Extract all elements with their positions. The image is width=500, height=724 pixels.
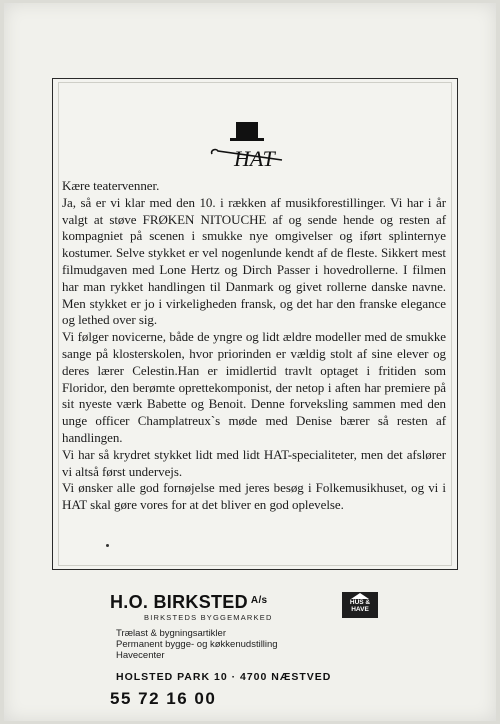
company-services (116, 628, 410, 661)
badge-top-text: HUS & (349, 599, 371, 606)
letter-paragraph: Vi har så krydret stykket lidt med lidt HAT-specialiteter, men det afslører vi altså først undervejs. (62, 446, 446, 479)
letter-paragraph: Vi ønsker alle god fornøjelse med jeres besøg i Folkemusikhuset, og vi i HAT skal gøre vores for at det bliver en god oplevelse. (62, 480, 446, 513)
hat-logo-icon (208, 120, 286, 170)
letter-paragraph: Ja, så er vi klar med den 10. i rækken af musikforestillinger. Vi har i år valgt at støve FRØKEN NITOUCHE af og sende hende og resten af kompagniet på scenen i smukke nye omgivelser og iført splinternye kostumer. Selve stykket er vel nogenlunde kendt af de fleste. Sikkert mest filmudgaven med Lone Hertz og Dirch Passer i hovedrollerne. I filmen har man rykket handlingen til Danmark og givet rollerne danske navne. Men stykket er jo i virkeligheden fransk, og det har den franske elegance og lethed over sig. (62, 194, 446, 328)
company-suffix: A/s (250, 595, 268, 606)
service-line: Havecenter (116, 650, 165, 661)
service-line: Trælast & bygningsartikler (116, 628, 226, 639)
company-subtitle: BIRKSTEDS BYGGEMARKED (144, 613, 273, 622)
letter-paragraph: Vi følger novicerne, både de yngre og lidt ældre modeller med de smukke sange på klosterskolen, hvor priorinden er vældig stolt af sine elever og deres lærer Celestin.Han er imidlertid travlt optaget i fritiden som Floridor, den berømte oprettekomponist, der netop i aften har premiere på sit nyeste værk Babette og Benoit. Denne forveksling sammen med den unge officer Champlatreux`s møde med Denise bærer så resten af handlingen. (62, 329, 446, 445)
company-name: H.O. BIRKSTED $^{A/s}$ (110, 592, 268, 612)
ink-dot (106, 544, 109, 547)
hat-logo-text: HAT (234, 146, 275, 170)
letter-body (62, 178, 446, 514)
sponsor-advertisement (110, 592, 410, 709)
company-phone: 55 72 16 00 (110, 689, 217, 708)
service-line: Permanent bygge- og køkkenudstilling (116, 639, 278, 650)
letter-greeting: Kære teatervenner. (62, 178, 160, 193)
company-address: HOLSTED PARK 10 · 4700 NÆSTVED (116, 671, 332, 683)
badge-bottom-text: HAVE (351, 606, 369, 613)
